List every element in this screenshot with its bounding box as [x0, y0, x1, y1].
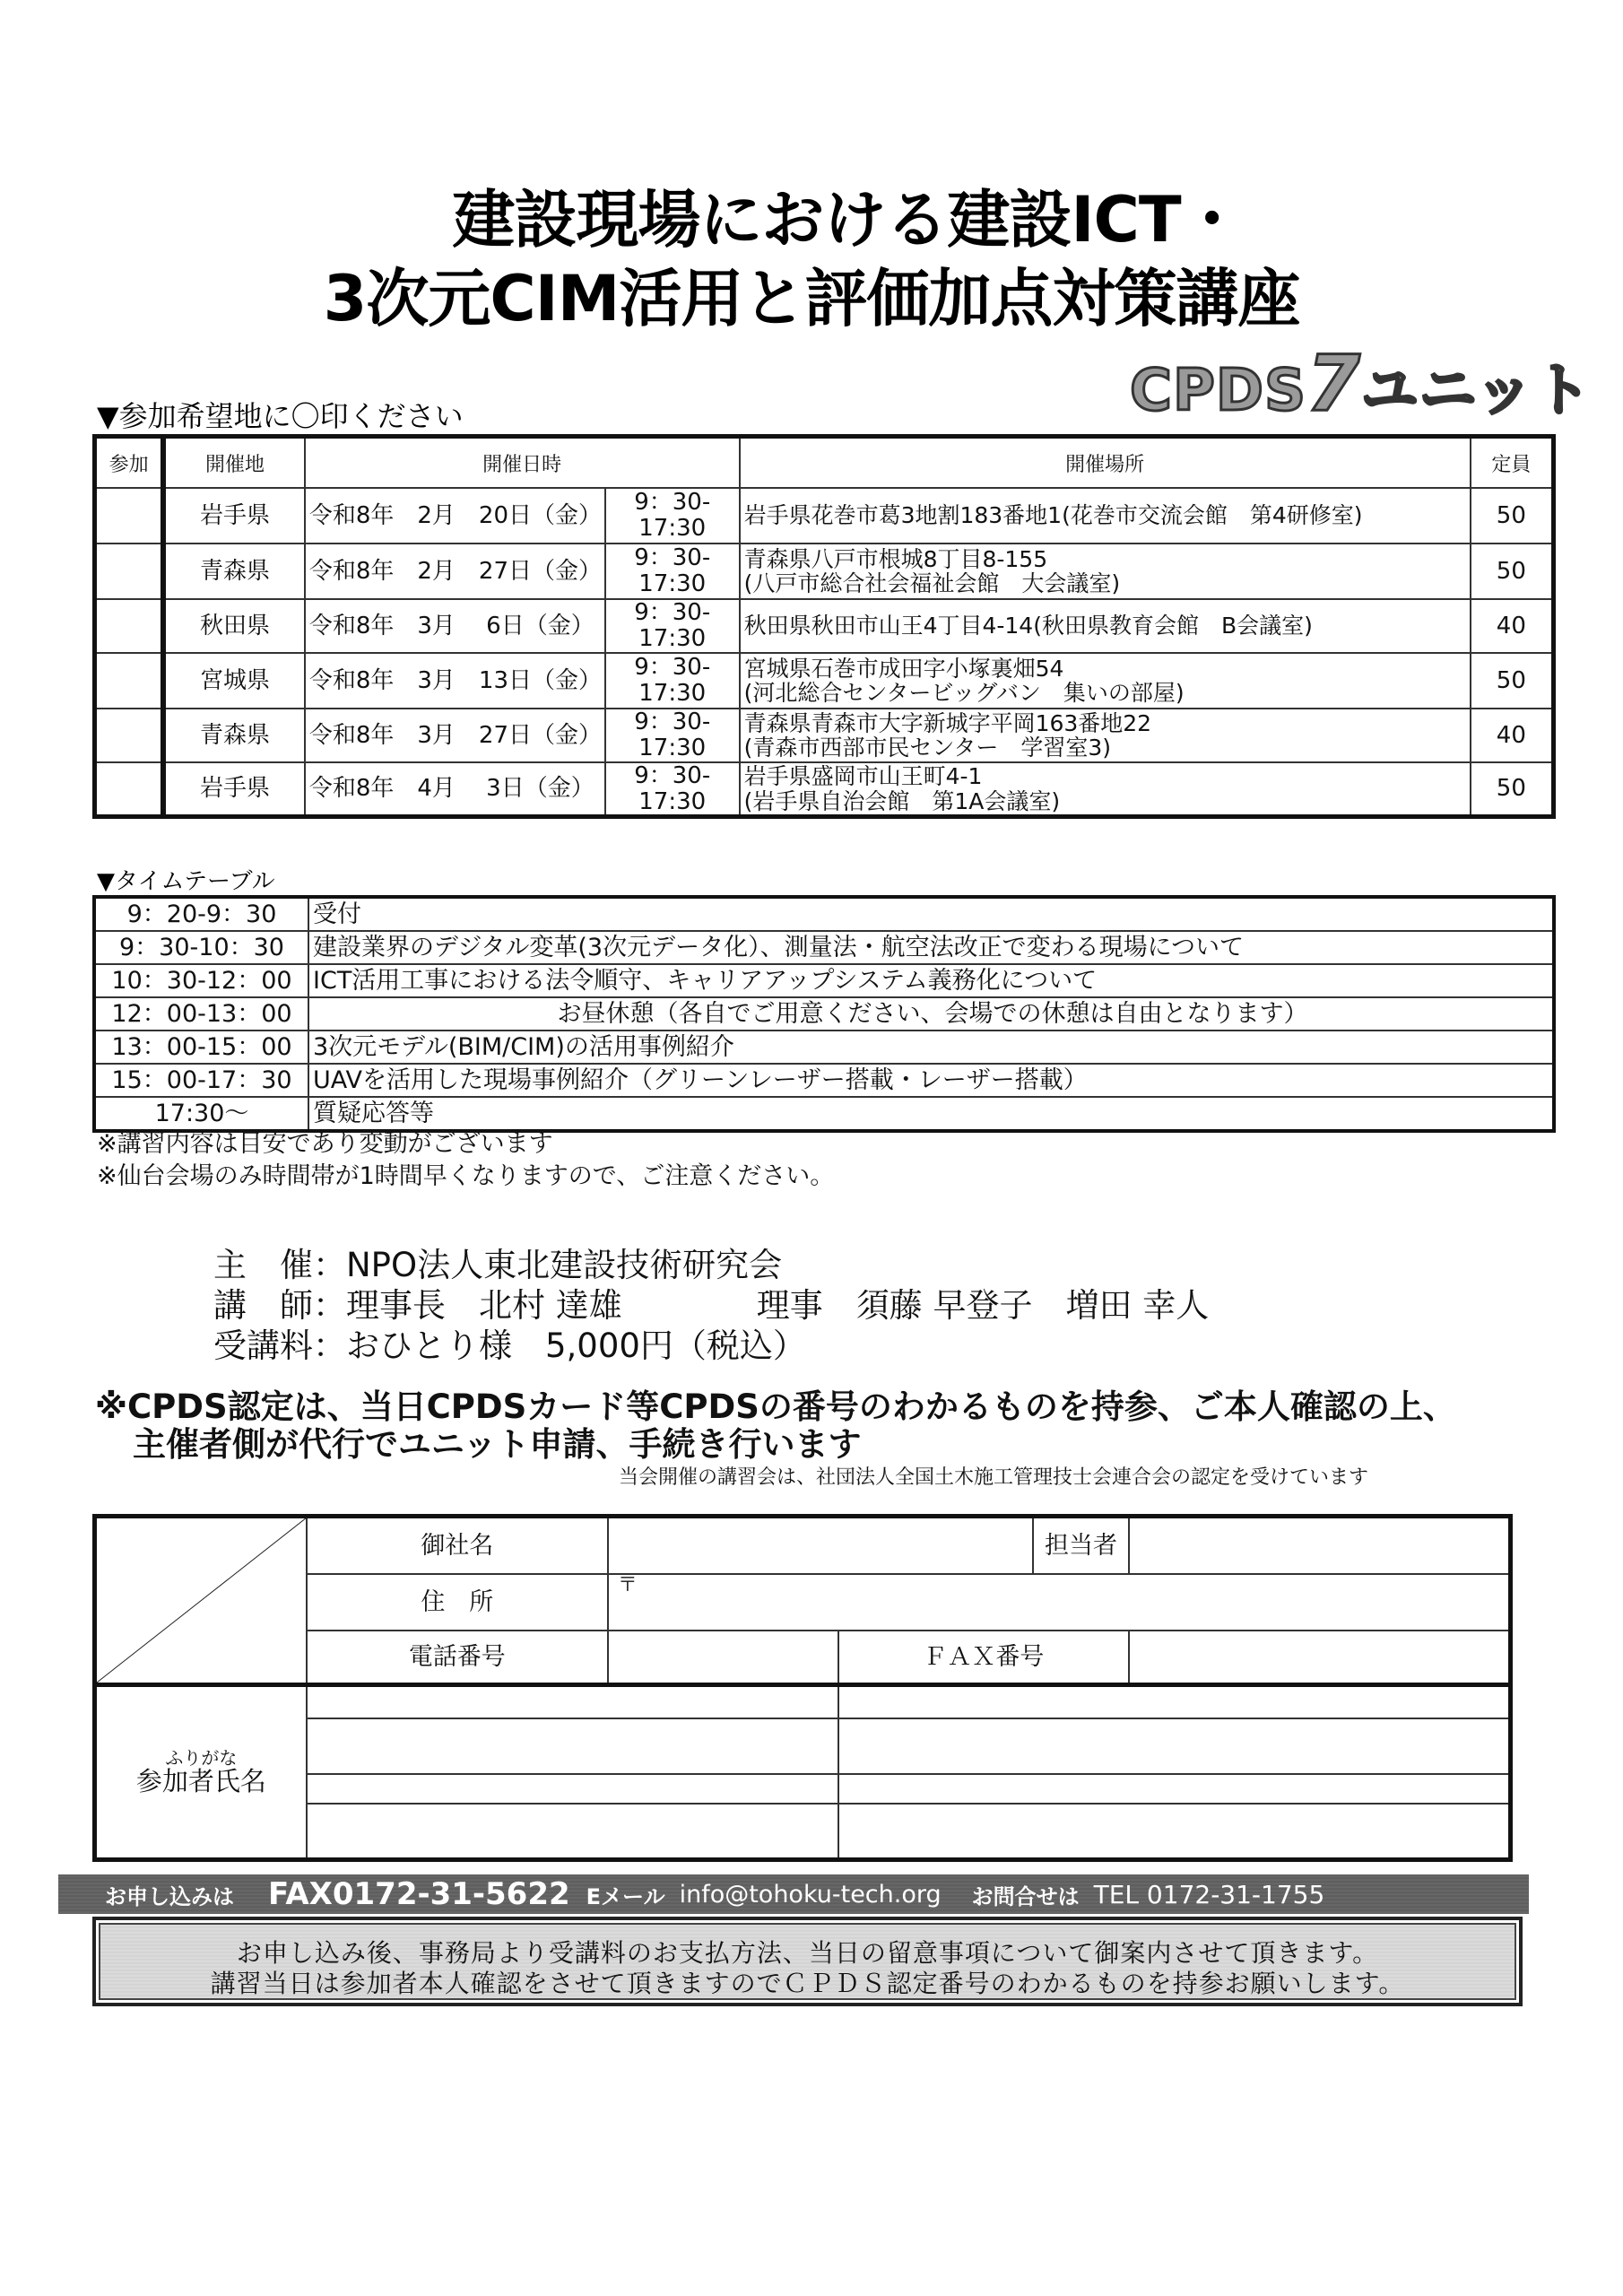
event-area: 青森県 — [163, 709, 305, 762]
page-title-line1: 建設現場における建設ICT・ — [452, 183, 1243, 257]
event-place — [740, 488, 1471, 544]
contact-bar — [58, 1874, 1529, 1914]
participant-1-name-field[interactable] — [307, 1718, 838, 1774]
units-number: 7 — [1306, 339, 1361, 429]
lecturer-line — [213, 1286, 1210, 1325]
event-place — [740, 709, 1471, 762]
timetable-desc: お昼休憩（各自でご用意ください、会場での休憩は自由となります） — [308, 997, 1554, 1031]
event-place — [740, 544, 1471, 599]
event-time: 9：30-17:30 — [605, 599, 740, 653]
event-area: 青森県 — [163, 544, 305, 599]
header-join: 参加 — [95, 437, 164, 489]
timetable — [92, 895, 1556, 1133]
timetable-time: 9：30-10：30 — [94, 931, 308, 964]
timetable-row — [94, 897, 1554, 931]
contact-person-label: 担当者 — [1033, 1517, 1129, 1574]
place-line1: 岩手県花巻市葛3地割183番地1(花巻市交流会館 第4研修室) — [743, 502, 1363, 529]
participant-3-furigana-field[interactable] — [307, 1774, 838, 1804]
phone-label: 電話番号 — [307, 1631, 608, 1684]
event-area: 宮城県 — [163, 653, 305, 709]
timetable-time: 17:30～ — [94, 1097, 308, 1131]
participant-4-furigana-field[interactable] — [838, 1774, 1511, 1804]
timetable-desc: 質疑応答等 — [308, 1097, 1554, 1131]
participant-3-name-field[interactable] — [307, 1804, 838, 1859]
event-place — [740, 599, 1471, 653]
timetable-time: 13：00-15：00 — [94, 1031, 308, 1064]
timetable-row — [94, 997, 1554, 1031]
timetable-time: 9：20-9：30 — [94, 897, 308, 931]
info-line2: 講習当日は参加者本人確認をさせて頂きますのでＣＰＤＳ認定番号のわかるものを持参お願いします。 — [210, 1968, 1405, 1998]
timetable-desc: ICT活用工事における法令順守、キャリアアップシステム義務化について — [308, 964, 1554, 997]
event-capacity: 40 — [1471, 709, 1554, 762]
host-name: NPO法人東北建設技術研究会 — [346, 1246, 783, 1284]
header-area: 開催地 — [163, 437, 305, 489]
participant-name-label: 参加者氏名 — [135, 1766, 266, 1797]
event-area: 秋田県 — [163, 599, 305, 653]
place-line1: 秋田県秋田市山王4丁目4-14(秋田県教育会館 B会議室) — [743, 613, 1313, 639]
timetable-desc: 3次元モデル(BIM/CIM)の活用事例紹介 — [308, 1031, 1554, 1064]
host-line — [213, 1248, 782, 1282]
cpds-notice-line1: ※CPDS認定は、当日CPDSカード等CPDSの番号のわかるものを持参、ご本人確認の上、 — [95, 1387, 1456, 1426]
fee-line — [213, 1326, 806, 1365]
participant-name-label-cell — [95, 1684, 307, 1859]
furigana-label: ふりがな — [165, 1747, 238, 1770]
event-capacity: 50 — [1471, 488, 1554, 544]
event-time: 9：30-17:30 — [605, 653, 740, 709]
events-heading: ▼参加希望地に〇印ください — [97, 399, 464, 433]
info-line1: お申し込み後、事務局より受講料のお支払方法、当日の留意事項について御案内させて頂きます。 — [236, 1938, 1379, 1968]
event-row — [95, 544, 1554, 599]
accreditation-note: 当会開催の講習会は、社団法人全国土木施工管理技士会連合会の認定を受けています — [619, 1466, 1369, 1489]
event-row — [95, 709, 1554, 762]
application-form — [92, 1514, 1513, 1862]
company-label: 御社名 — [307, 1517, 608, 1574]
fax-number: FAX0172-31-5622 — [268, 1876, 570, 1912]
info-box — [92, 1917, 1523, 2006]
event-place — [740, 762, 1471, 817]
timetable-row — [94, 931, 1554, 964]
event-capacity: 50 — [1471, 544, 1554, 599]
email-label: Eメール — [586, 1883, 665, 1909]
timetable-row — [94, 1031, 1554, 1064]
header-datetime: 開催日時 — [305, 437, 740, 489]
fax-label: ＦＡＸ番号 — [838, 1631, 1129, 1684]
event-capacity: 50 — [1471, 653, 1554, 709]
join-checkbox-cell[interactable] — [95, 544, 164, 599]
join-checkbox-cell[interactable] — [95, 599, 164, 653]
place-line2: (八戸市総合社会福祉会館 大会議室) — [743, 570, 1121, 596]
address-field[interactable] — [608, 1574, 1511, 1631]
place-line1: 岩手県盛岡市山王町4-1 — [743, 763, 983, 790]
event-row — [95, 762, 1554, 817]
form-corner-cell — [95, 1517, 307, 1685]
event-row — [95, 488, 1554, 544]
units-suffix: ユニット — [1360, 358, 1593, 424]
address-label: 住 所 — [307, 1574, 608, 1631]
place-line2: (岩手県自治会館 第1A会議室) — [743, 787, 1061, 814]
timetable-time: 10：30-12：00 — [94, 964, 308, 997]
timetable-desc: 受付 — [308, 897, 1554, 931]
participant-2-furigana-field[interactable] — [838, 1684, 1511, 1718]
header-place: 開催場所 — [740, 437, 1471, 489]
place-line1: 宮城県石巻市成田字小塚裏畑54 — [743, 655, 1064, 682]
timetable-time: 12：00-13：00 — [94, 997, 308, 1031]
place-line1: 青森県八戸市根城8丁目8-155 — [743, 545, 1048, 572]
contact-person-field[interactable] — [1129, 1517, 1511, 1574]
tel-number: TEL 0172-31-1755 — [1093, 1879, 1325, 1909]
place-line2: (河北総合センタービッグバン 集いの部屋) — [743, 680, 1185, 706]
join-checkbox-cell[interactable] — [95, 709, 164, 762]
event-time: 9：30-17:30 — [605, 544, 740, 599]
place-line1: 青森県青森市大字新城字平岡163番地22 — [743, 709, 1152, 736]
page-title-line2: 3次元CIM活用と評価加点対策講座 — [323, 262, 1300, 335]
lecturer-2: 理事 須藤 早登子 増田 幸人 — [756, 1286, 1210, 1325]
join-checkbox-cell[interactable] — [95, 762, 164, 817]
timetable-desc: UAVを活用した現場事例紹介（グリーンレーザー搭載・レーザー搭載） — [308, 1064, 1554, 1097]
event-row — [95, 653, 1554, 709]
timetable-row — [94, 964, 1554, 997]
event-place — [740, 653, 1471, 709]
postal-mark: 〒 — [617, 1573, 638, 1596]
events-table — [92, 434, 1556, 819]
participant-4-name-field[interactable] — [838, 1804, 1511, 1859]
event-date: 令和8年 3月 6日（金） — [305, 599, 605, 653]
timetable-note-1: ※講習内容は目安であり変動がございます — [97, 1130, 553, 1158]
event-time: 9：30-17:30 — [605, 762, 740, 817]
host-label: 主 催： — [213, 1246, 346, 1284]
event-date: 令和8年 3月 13日（金） — [305, 653, 605, 709]
event-date: 令和8年 2月 20日（金） — [305, 488, 605, 544]
event-area: 岩手県 — [163, 762, 305, 817]
phone-field[interactable] — [608, 1631, 838, 1684]
fax-field[interactable] — [1129, 1631, 1511, 1684]
event-time: 9：30-17:30 — [605, 488, 740, 544]
email-address[interactable]: info@tohoku-tech.org — [679, 1880, 942, 1909]
units-prefix: CPDS — [1130, 358, 1307, 424]
inquiry-label: お問合せは — [971, 1883, 1080, 1909]
company-field[interactable] — [608, 1517, 1033, 1574]
timetable-desc: 建設業界のデジタル変革(3次元データ化）、測量法・航空法改正で変わる現場について — [308, 931, 1554, 964]
event-date: 令和8年 3月 27日（金） — [305, 709, 605, 762]
apply-label: お申し込みは — [105, 1883, 234, 1909]
timetable-heading: ▼タイムテーブル — [97, 868, 275, 895]
event-date: 令和8年 2月 27日（金） — [305, 544, 605, 599]
participant-1-furigana-field[interactable] — [307, 1684, 838, 1718]
lecturer-1: 理事長 北村 達雄 — [346, 1286, 622, 1325]
event-capacity: 50 — [1471, 762, 1554, 817]
timetable-row — [94, 1064, 1554, 1097]
event-row — [95, 599, 1554, 653]
cpds-units-badge — [1130, 339, 1593, 429]
timetable-row — [94, 1097, 1554, 1131]
event-time: 9：30-17:30 — [605, 709, 740, 762]
diagonal-slash-icon — [97, 1518, 306, 1683]
events-header-row — [95, 437, 1554, 489]
join-checkbox-cell[interactable] — [95, 488, 164, 544]
place-line2: (青森市西部市民センター 学習室3) — [743, 735, 1111, 761]
cpds-notice-line2: 主催者側が代行でユニット申請、手続き行います — [133, 1425, 862, 1464]
event-capacity: 40 — [1471, 599, 1554, 653]
header-capacity: 定員 — [1471, 437, 1554, 489]
participant-2-name-field[interactable] — [838, 1718, 1511, 1774]
fee-label: 受講料： — [213, 1326, 346, 1365]
timetable-time: 15：00-17：30 — [94, 1064, 308, 1097]
event-date: 令和8年 4月 3日（金） — [305, 762, 605, 817]
event-area: 岩手県 — [163, 488, 305, 544]
lecturer-label: 講 師： — [213, 1286, 346, 1325]
timetable-note-2: ※仙台会場のみ時間帯が1時間早くなりますので、ご注意ください。 — [97, 1162, 835, 1190]
fee-value: おひとり様 5,000円（税込） — [346, 1326, 806, 1365]
join-checkbox-cell[interactable] — [95, 653, 164, 709]
